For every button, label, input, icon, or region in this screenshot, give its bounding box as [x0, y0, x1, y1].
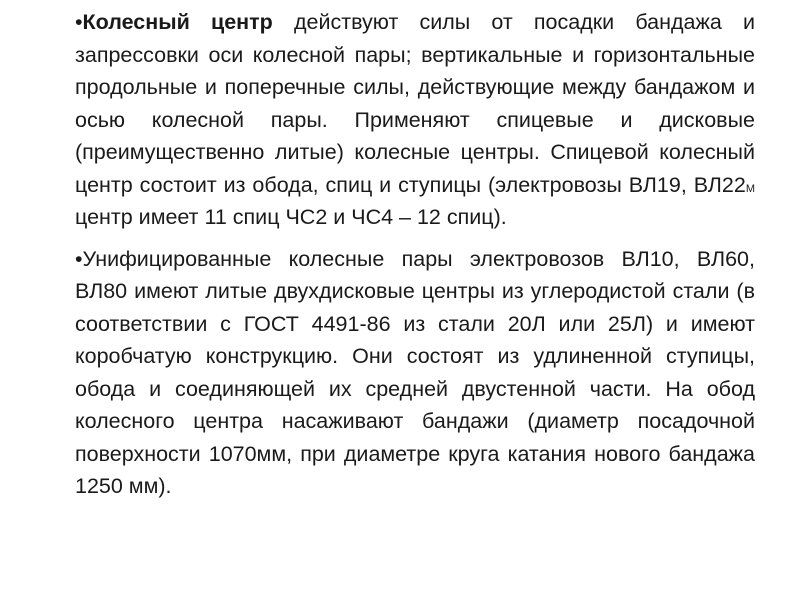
- paragraph-lead-term: Колесный центр: [82, 10, 273, 34]
- subscript-mark: М: [745, 182, 755, 195]
- paragraph-unified-wheelsets: [75, 243, 755, 503]
- paragraph-text: действуют силы от посадки бандажа и запрессовки оси колесной пары; вертикальные и горизонтальные продольные и поперечные силы, действующие между бандажом и осью колесной пары. Применяют спицевые и дисковые (преимущественно литые) колесные центры. Спицевой колесный центр состоит из обода, спиц и ступицы (электровозы ВЛ19, ВЛ22: [75, 10, 755, 197]
- paragraph-text: Унифицированные колесные пары электровозов ВЛ10, ВЛ60, ВЛ80 имеют литые двухдисковые центры из углеродистой стали (в соответствии с ГОСТ 4491-86 из стали 20Л или 25Л) и имеют коробчатую конструкцию. Они состоят из удлиненной ступицы, обода и соединяющей их средней двустенной части. На обод колесного центра насаживают бандажи (диаметр посадочной поверхности 1070мм, при диаметре круга катания нового бандажа 1250 мм).: [75, 246, 755, 498]
- slide-body: [75, 6, 755, 512]
- bullet-mark: •: [75, 10, 83, 34]
- paragraph-text-continued: центр имеет 11 спиц ЧС2 и ЧС4 – 12 спиц).: [75, 205, 507, 229]
- bullet-mark: •: [75, 246, 83, 271]
- paragraph-wheel-center: [75, 6, 755, 234]
